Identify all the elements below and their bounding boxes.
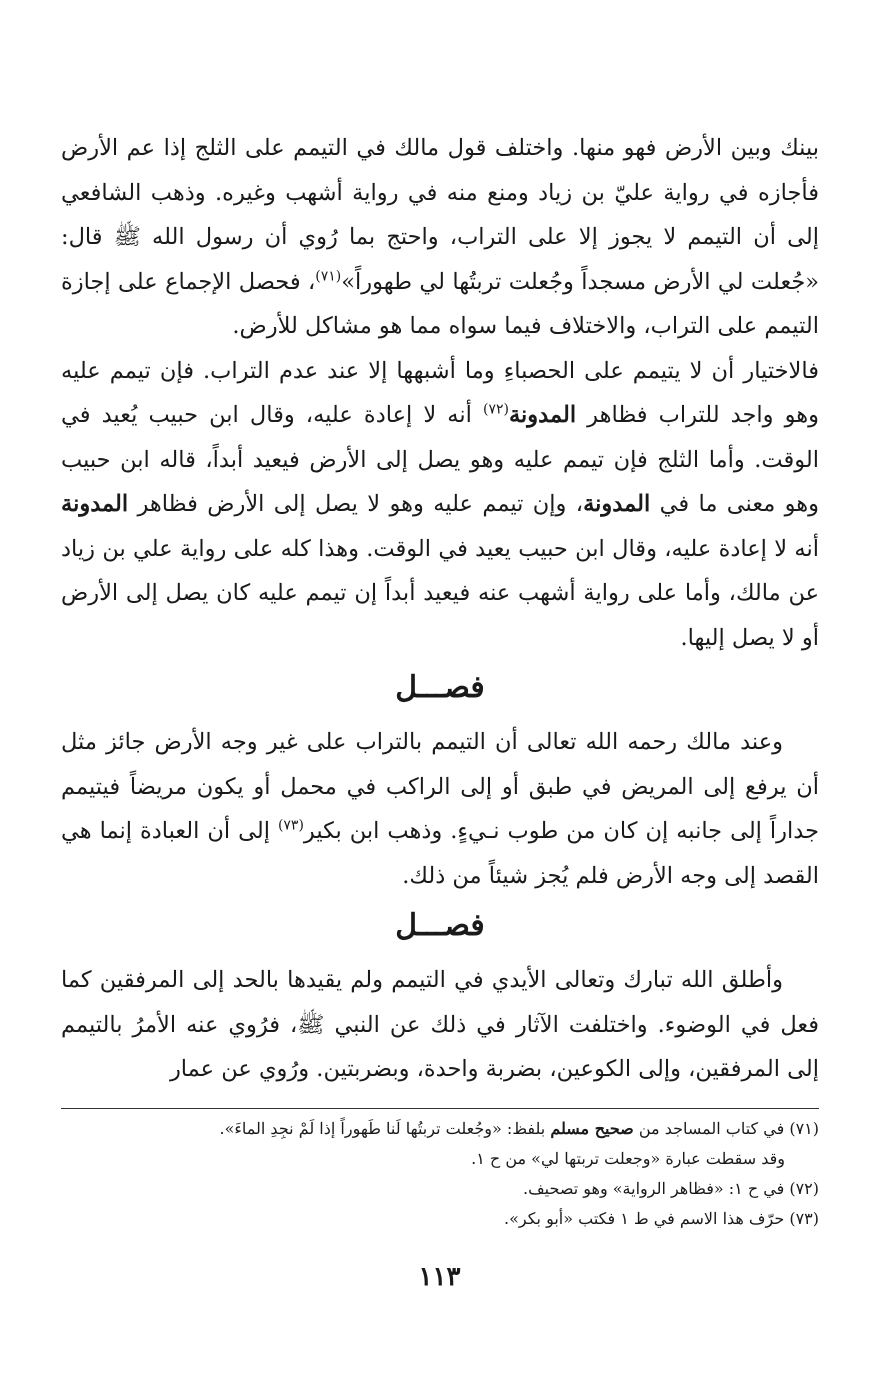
bold-term: المدونة xyxy=(508,402,577,428)
bold-term: المدونة xyxy=(583,491,651,517)
paragraph-2 xyxy=(61,349,819,661)
text-run: (٧١) في كتاب المساجد من xyxy=(633,1119,819,1138)
paragraph-1 xyxy=(61,126,819,349)
text-run: بلفظ: «وجُعلت تربتُها لَنا طَهوراً إذا لَمْ نجِدِ الماءَ». xyxy=(219,1119,551,1138)
main-text xyxy=(61,126,819,1092)
text-run: وعند مالك رحمه الله تعالى أن التيمم بالتراب على غير وجه الأرض جائز مثل أن يرفع إلى المريض في طبق أو إلى الراكب في محمل أو يكون مريضاً فيتيمم جداراً إلى جانبه إن كان من طوب نـيءٍ. وذهب ابن بكير xyxy=(61,729,819,844)
text-run: أنه لا إعادة عليه، وقال ابن حبيب يُعيد في الوقت. وأما الثلج فإن تيمم عليه وهو يصل إلى الأرض فيعيد أبداً، قاله ابن حبيب وهو معنى ما في xyxy=(61,402,819,517)
text-run: بينك وبين الأرض فهو منها. واختلف قول مالك في التيمم على الثلج إذا عم الأرض فأجازه في رواية عليّ بن زياد ومنع منه في رواية أشهب وغيره. وذهب الشافعي إلى أن التيمم لا يجوز إلا على التراب، واحتج بما رُوي أن رسول الله ﷺ قال: «جُعلت لي الأرض مسجداً وجُعلت تربتُها لي طهوراً» xyxy=(61,135,819,295)
footnotes xyxy=(61,1114,819,1234)
bold-term: صحيح مسلم xyxy=(550,1119,634,1138)
footnote-divider xyxy=(61,1108,819,1109)
footnote-71 xyxy=(61,1114,819,1144)
paragraph-3 xyxy=(61,720,819,898)
text-run: إلى أن العبادة إنما هي القصد إلى وجه الأرض فلم يُجز شيئاً من ذلك. xyxy=(61,818,819,889)
text-run: فالاختيار أن لا يتيمم على الحصباءِ وما أشبهها إلا عند عدم التراب. فإن تيمم عليه وهو واجد للتراب فظاهر xyxy=(61,357,819,428)
footnote-72: (٧٢) في ح ١: «فظاهر الرواية» وهو تصحيف. xyxy=(523,1179,819,1198)
page-number: ١١٣ xyxy=(418,1262,461,1292)
footnote-73: (٧٣) حرّف هذا الاسم في ط ١ فكتب «أبو بكر». xyxy=(503,1209,819,1228)
section-heading-1: فصـــل xyxy=(395,670,485,705)
section-heading-2: فصـــل xyxy=(395,908,485,943)
paragraph-4: وأطلق الله تبارك وتعالى الأيدي في التيمم ولم يقيدها بالحد إلى المرفقين كما فعل في الوضوء. واختلفت الآثار في ذلك عن النبي ﷺ، فرُوي عنه الأمرُ بالتيمم إلى المرفقين، وإلى الكوعين، بضربة واحدة، وبضربتين. ورُوي عن عمار xyxy=(61,967,819,1082)
footnote-mark-72[interactable]: (٧٢) xyxy=(482,401,509,418)
footnote-71-continuation: وقد سقطت عبارة «وجعلت تربتها لي» من ح ١. xyxy=(471,1149,785,1168)
text-run: ، فحصل الإجماع على إجازة التيمم على التراب، والاختلاف فيما سواه مما هو مشاكل للأرض. xyxy=(61,268,819,339)
footnote-mark-73[interactable]: (٧٣) xyxy=(277,817,304,834)
footnote-mark-71[interactable]: (٧١) xyxy=(315,268,342,284)
text-run: ، وإن تيمم عليه وهو لا يصل إلى الأرض فظاهر xyxy=(128,491,584,517)
bold-term: المدونة xyxy=(61,491,129,517)
text-run: أنه لا إعادة عليه، وقال ابن حبيب يعيد في الوقت. وهذا كله على رواية علي بن زياد عن مالك، وأما على رواية أشهب عنه فيعيد أبداً إن تيمم عليه كان يصل إلى الأرض أو لا يصل إليها. xyxy=(61,535,819,651)
